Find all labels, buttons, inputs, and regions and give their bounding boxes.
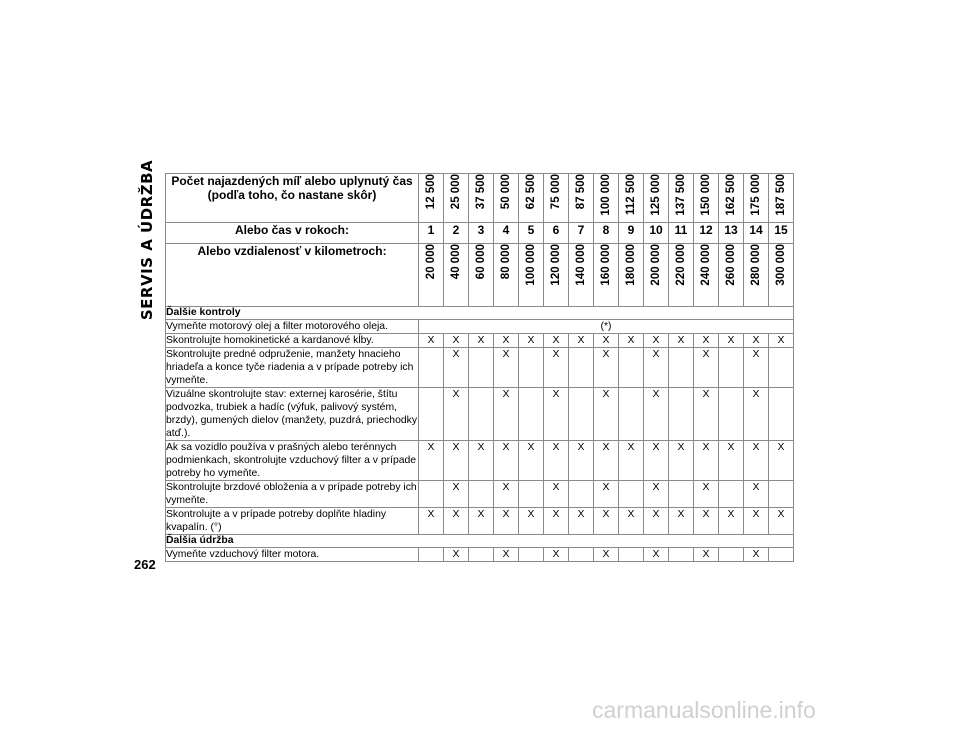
interval-mark: X (569, 508, 594, 535)
task-note: (*) (419, 320, 794, 334)
interval-mark: X (744, 388, 769, 441)
km-value: 120 000 (550, 244, 562, 286)
interval-mark (519, 348, 544, 388)
km-value: 20 000 (425, 244, 437, 280)
km-value: 220 000 (675, 244, 687, 286)
interval-mark: X (569, 441, 594, 481)
interval-mark (619, 348, 644, 388)
interval-mark: X (544, 388, 569, 441)
km-header-cell (644, 244, 669, 307)
interval-mark (619, 388, 644, 441)
interval-mark: X (519, 334, 544, 348)
interval-mark: X (744, 348, 769, 388)
interval-mark: X (744, 548, 769, 562)
km-header-cell (594, 244, 619, 307)
miles-header-cell (669, 174, 694, 223)
interval-mark (619, 548, 644, 562)
interval-mark: X (419, 508, 444, 535)
interval-mark: X (694, 508, 719, 535)
km-value: 140 000 (575, 244, 587, 286)
year-value: 8 (594, 223, 619, 244)
interval-mark: X (519, 508, 544, 535)
interval-mark: X (644, 508, 669, 535)
km-header-cell (619, 244, 644, 307)
task-description: Skontrolujte brzdové obloženia a v prípade potreby ich vymeňte. (166, 482, 417, 506)
interval-mark: X (644, 481, 669, 508)
interval-mark: X (744, 441, 769, 481)
km-value: 260 000 (725, 244, 737, 286)
km-value: 60 000 (475, 244, 487, 280)
interval-mark: X (444, 508, 469, 535)
interval-mark (569, 481, 594, 508)
interval-mark (719, 548, 744, 562)
year-value: 10 (644, 223, 669, 244)
miles-value: 62 500 (525, 174, 537, 210)
interval-mark: X (719, 508, 744, 535)
interval-mark: X (694, 481, 719, 508)
miles-value: 50 000 (500, 174, 512, 210)
interval-mark: X (544, 441, 569, 481)
miles-header-cell (769, 174, 794, 223)
km-header-label: Alebo vzdialenosť v kilometroch: (166, 244, 419, 307)
miles-header-cell (419, 174, 444, 223)
km-header-cell (744, 244, 769, 307)
miles-value: 87 500 (575, 174, 587, 210)
table-row (166, 348, 794, 388)
interval-mark: X (669, 334, 694, 348)
interval-mark: X (444, 348, 469, 388)
interval-mark: X (419, 441, 444, 481)
task-description: Skontrolujte a v prípade potreby doplňte hladiny kvapalín. (°) (166, 508, 419, 535)
interval-mark (669, 388, 694, 441)
interval-mark: X (594, 441, 619, 481)
km-value: 40 000 (450, 244, 462, 280)
section-title: Ďalšie kontroly (166, 307, 794, 320)
interval-mark: X (494, 441, 519, 481)
interval-mark (669, 348, 694, 388)
task-description: Vymeňte vzduchový filter motora. (166, 548, 419, 562)
miles-value: 112 500 (625, 174, 637, 215)
km-value: 100 000 (525, 244, 537, 286)
section-row (166, 307, 794, 320)
interval-mark: X (544, 334, 569, 348)
watermark: carmanualsonline.info (592, 697, 816, 723)
interval-mark: X (694, 334, 719, 348)
miles-value: 187 500 (775, 174, 787, 216)
km-header-cell (494, 244, 519, 307)
miles-header-label: Počet najazdených míľ alebo uplynutý čas (podľa toho, čo nastane skôr) (166, 174, 419, 223)
miles-value: 162 500 (725, 174, 737, 216)
interval-mark: X (644, 348, 669, 388)
interval-mark (469, 481, 494, 508)
interval-mark: X (744, 334, 769, 348)
table-row (166, 508, 794, 535)
miles-header-cell (469, 174, 494, 223)
interval-mark: X (769, 508, 794, 535)
years-header-label: Alebo čas v rokoch: (166, 223, 419, 244)
interval-mark: X (694, 548, 719, 562)
table-row (166, 320, 794, 334)
interval-mark (669, 548, 694, 562)
maintenance-schedule-table (165, 173, 794, 562)
interval-mark: X (594, 348, 619, 388)
interval-mark: X (444, 441, 469, 481)
interval-mark: X (519, 441, 544, 481)
miles-header-cell (594, 174, 619, 223)
interval-mark (569, 348, 594, 388)
interval-mark: X (494, 481, 519, 508)
interval-mark (469, 348, 494, 388)
year-value: 9 (619, 223, 644, 244)
interval-mark: X (744, 481, 769, 508)
interval-mark (469, 548, 494, 562)
miles-value: 12 500 (425, 174, 437, 210)
km-header-cell (419, 244, 444, 307)
interval-mark: X (419, 334, 444, 348)
table-row (166, 334, 794, 348)
miles-header-cell (519, 174, 544, 223)
km-value: 240 000 (700, 244, 712, 286)
year-value: 13 (719, 223, 744, 244)
interval-mark: X (719, 441, 744, 481)
interval-mark: X (769, 441, 794, 481)
interval-mark: X (594, 508, 619, 535)
interval-mark: X (594, 481, 619, 508)
interval-mark: X (494, 334, 519, 348)
year-value: 7 (569, 223, 594, 244)
interval-mark: X (769, 334, 794, 348)
interval-mark: X (494, 388, 519, 441)
miles-value: 150 000 (700, 174, 712, 216)
page-number: 262 (134, 557, 156, 572)
miles-value: 37 500 (475, 174, 487, 210)
km-header-cell (519, 244, 544, 307)
interval-mark: X (644, 388, 669, 441)
interval-mark (419, 548, 444, 562)
header-row-years (166, 223, 794, 244)
km-value: 200 000 (650, 244, 662, 286)
interval-mark: X (594, 388, 619, 441)
km-header-cell (569, 244, 594, 307)
interval-mark: X (444, 334, 469, 348)
task-description: Ak sa vozidlo používa v prašných alebo terénnych podmienkach, skontrolujte vzduchový filter a v prípade potreby ho vymeňte. (166, 441, 419, 481)
miles-header-cell (644, 174, 669, 223)
table-row (166, 441, 794, 481)
year-value: 1 (419, 223, 444, 244)
interval-mark (519, 481, 544, 508)
year-value: 2 (444, 223, 469, 244)
interval-mark (769, 481, 794, 508)
interval-mark: X (469, 508, 494, 535)
miles-value: 125 000 (650, 174, 662, 216)
task-description: Vizuálne skontrolujte stav: externej karosérie, štítu podvozka, trubiek a hadíc (výfuk, palivový systém, brzdy), gumených dielov (manžety, puzdrá, priechodky atď.). (166, 389, 418, 439)
miles-value: 137 500 (675, 174, 687, 216)
section-title: Ďalšia údržba (166, 535, 794, 548)
year-value: 11 (669, 223, 694, 244)
interval-mark: X (594, 548, 619, 562)
km-header-cell (719, 244, 744, 307)
interval-mark: X (569, 334, 594, 348)
km-value: 160 000 (600, 244, 612, 286)
task-description: Skontrolujte predné odpruženie, manžety hnacieho hriadeľa a konce tyče riadenia a v prípade potreby ich vymeňte. (166, 348, 419, 388)
year-value: 12 (694, 223, 719, 244)
interval-mark (469, 388, 494, 441)
km-header-cell (469, 244, 494, 307)
interval-mark (769, 548, 794, 562)
table-row (166, 388, 794, 441)
interval-mark (719, 388, 744, 441)
interval-mark: X (469, 334, 494, 348)
interval-mark: X (594, 334, 619, 348)
interval-mark: X (644, 334, 669, 348)
miles-header-cell (569, 174, 594, 223)
km-value: 180 000 (625, 244, 637, 286)
interval-mark: X (744, 508, 769, 535)
year-value: 6 (544, 223, 569, 244)
interval-mark: X (694, 348, 719, 388)
interval-mark: X (494, 348, 519, 388)
miles-header-cell (619, 174, 644, 223)
interval-mark (769, 348, 794, 388)
interval-mark: X (619, 334, 644, 348)
interval-mark: X (719, 334, 744, 348)
km-header-cell (669, 244, 694, 307)
interval-mark: X (619, 508, 644, 535)
interval-mark: X (544, 548, 569, 562)
header-row-miles (166, 174, 794, 223)
year-value: 3 (469, 223, 494, 244)
miles-header-cell (719, 174, 744, 223)
miles-value: 175 000 (750, 174, 762, 216)
interval-mark (569, 548, 594, 562)
interval-mark: X (694, 388, 719, 441)
interval-mark (719, 348, 744, 388)
section-row (166, 535, 794, 548)
interval-mark: X (619, 441, 644, 481)
interval-mark (519, 388, 544, 441)
km-value: 80 000 (500, 244, 512, 280)
km-value: 280 000 (750, 244, 762, 286)
interval-mark (719, 481, 744, 508)
interval-mark: X (644, 441, 669, 481)
interval-mark: X (694, 441, 719, 481)
interval-mark: X (444, 388, 469, 441)
miles-header-cell (544, 174, 569, 223)
interval-mark (619, 481, 644, 508)
interval-mark (419, 388, 444, 441)
interval-mark: X (669, 508, 694, 535)
miles-header-cell (744, 174, 769, 223)
interval-mark (419, 481, 444, 508)
interval-mark: X (644, 548, 669, 562)
interval-mark: X (494, 508, 519, 535)
task-description: Vymeňte motorový olej a filter motorového oleja. (166, 320, 419, 334)
table-row (166, 481, 794, 508)
year-value: 4 (494, 223, 519, 244)
miles-header-cell (694, 174, 719, 223)
interval-mark (569, 388, 594, 441)
section-side-title: SERVIS A ÚDRŽBA (138, 159, 156, 321)
interval-mark (669, 481, 694, 508)
header-row-km (166, 244, 794, 307)
interval-mark: X (544, 348, 569, 388)
interval-mark: X (544, 481, 569, 508)
miles-header-cell (494, 174, 519, 223)
interval-mark: X (544, 508, 569, 535)
task-description: Skontrolujte homokinetické a kardanové kĺby. (166, 334, 419, 348)
km-header-cell (444, 244, 469, 307)
interval-mark: X (669, 441, 694, 481)
km-header-cell (544, 244, 569, 307)
km-header-cell (769, 244, 794, 307)
interval-mark: X (494, 548, 519, 562)
year-value: 14 (744, 223, 769, 244)
interval-mark (519, 548, 544, 562)
year-value: 5 (519, 223, 544, 244)
year-value: 15 (769, 223, 794, 244)
km-header-cell (694, 244, 719, 307)
miles-value: 25 000 (450, 174, 462, 210)
miles-value: 100 000 (600, 174, 612, 216)
interval-mark (769, 388, 794, 441)
interval-mark: X (469, 441, 494, 481)
miles-header-cell (444, 174, 469, 223)
table-row (166, 548, 794, 562)
interval-mark (419, 348, 444, 388)
km-value: 300 000 (775, 244, 787, 286)
interval-mark: X (444, 548, 469, 562)
interval-mark: X (444, 481, 469, 508)
miles-value: 75 000 (550, 174, 562, 210)
